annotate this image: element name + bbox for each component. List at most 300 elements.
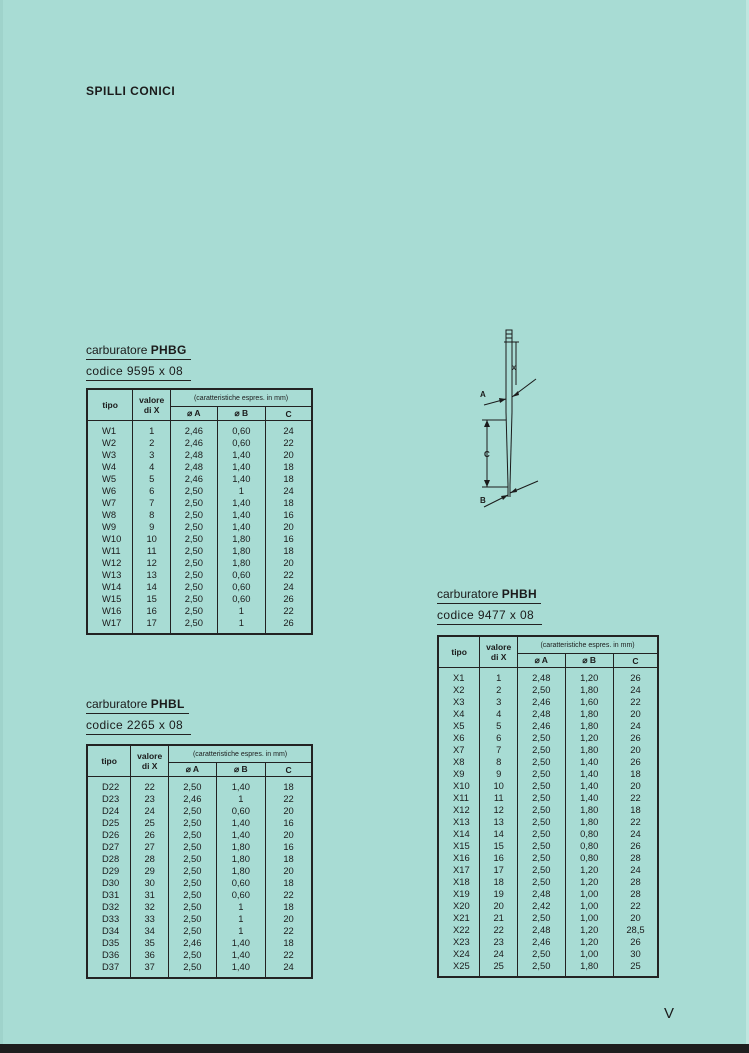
cell-c: 18	[266, 877, 312, 889]
table-row	[87, 569, 312, 581]
cell-valore: 25	[480, 960, 518, 977]
cell-tipo: X15	[438, 840, 480, 852]
cell-b: 1	[216, 793, 265, 805]
cell-tipo: D32	[87, 901, 131, 913]
cell-a: 2,50	[171, 533, 218, 545]
cell-a: 2,46	[518, 696, 565, 708]
col-a: ⌀ A	[518, 654, 565, 668]
cell-b: 0,80	[565, 852, 613, 864]
cell-tipo: W1	[87, 421, 133, 438]
table-row	[87, 437, 312, 449]
cell-c: 18	[613, 804, 658, 816]
cell-tipo: D30	[87, 877, 131, 889]
cell-valore: 1	[133, 421, 171, 438]
cell-tipo: D33	[87, 913, 131, 925]
page-edge-bottom	[0, 1044, 749, 1053]
cell-valore: 20	[480, 900, 518, 912]
cell-tipo: D24	[87, 805, 131, 817]
cell-c: 26	[266, 593, 312, 605]
cell-a: 2,48	[518, 924, 565, 936]
cell-tipo: X23	[438, 936, 480, 948]
table-row	[438, 744, 658, 756]
cell-c: 26	[613, 756, 658, 768]
col-valore-line1: valore	[486, 642, 512, 652]
cell-valore: 6	[133, 485, 171, 497]
cell-valore: 5	[480, 720, 518, 732]
cell-tipo: X25	[438, 960, 480, 977]
cell-valore: 33	[131, 913, 169, 925]
table-row	[87, 617, 312, 634]
cell-valore: 8	[133, 509, 171, 521]
cell-b: 1,80	[216, 853, 265, 865]
cell-a: 2,50	[518, 792, 565, 804]
phbg-heading	[86, 343, 191, 381]
cell-a: 2,50	[518, 876, 565, 888]
cell-c: 26	[613, 840, 658, 852]
col-b: ⌀ B	[216, 763, 265, 777]
cell-b: 1,40	[217, 497, 265, 509]
cell-tipo: X2	[438, 684, 480, 696]
table-row	[438, 840, 658, 852]
cell-tipo: X16	[438, 852, 480, 864]
cell-c: 16	[266, 533, 312, 545]
phbl-heading	[86, 697, 191, 735]
table-row	[87, 497, 312, 509]
cell-b: 0,60	[217, 421, 265, 438]
table-row	[87, 853, 312, 865]
cell-b: 1,80	[565, 720, 613, 732]
cell-tipo: X12	[438, 804, 480, 816]
cell-a: 2,50	[171, 557, 218, 569]
cell-tipo: X7	[438, 744, 480, 756]
table-row	[87, 829, 312, 841]
cell-tipo: W10	[87, 533, 133, 545]
cell-valore: 9	[133, 521, 171, 533]
col-c: C	[266, 763, 312, 777]
cell-c: 18	[266, 473, 312, 485]
cell-tipo: W5	[87, 473, 133, 485]
cell-c: 24	[266, 485, 312, 497]
phbg-label-line	[86, 343, 191, 360]
cell-tipo: W14	[87, 581, 133, 593]
table-row	[438, 732, 658, 744]
cell-valore: 16	[480, 852, 518, 864]
cell-valore: 3	[133, 449, 171, 461]
col-valore-line2: di X	[490, 652, 507, 662]
cell-tipo: W17	[87, 617, 133, 634]
cell-a: 2,50	[518, 684, 565, 696]
cell-b: 1,80	[216, 841, 265, 853]
table-row	[438, 852, 658, 864]
cell-c: 24	[266, 421, 312, 438]
cell-a: 2,46	[518, 720, 565, 732]
cell-valore: 15	[480, 840, 518, 852]
cell-tipo: D34	[87, 925, 131, 937]
table-row	[438, 720, 658, 732]
cell-b: 1	[217, 485, 265, 497]
page-number: V	[664, 1005, 675, 1022]
cell-valore: 12	[133, 557, 171, 569]
table-row	[438, 864, 658, 876]
cell-tipo: X17	[438, 864, 480, 876]
cell-tipo: X5	[438, 720, 480, 732]
cell-c: 20	[266, 829, 312, 841]
cell-c: 18	[266, 937, 312, 949]
cell-tipo: X22	[438, 924, 480, 936]
cell-c: 22	[613, 900, 658, 912]
cell-c: 20	[266, 805, 312, 817]
table-row	[87, 841, 312, 853]
cell-b: 0,60	[217, 437, 265, 449]
table-row	[87, 817, 312, 829]
page-edge-left	[0, 0, 3, 1053]
cell-a: 2,50	[171, 485, 218, 497]
cell-valore: 35	[131, 937, 169, 949]
cell-a: 2,50	[518, 960, 565, 977]
cell-tipo: X19	[438, 888, 480, 900]
cell-c: 28,5	[613, 924, 658, 936]
cell-c: 24	[613, 864, 658, 876]
cell-tipo: W15	[87, 593, 133, 605]
cell-tipo: X24	[438, 948, 480, 960]
table-row	[438, 756, 658, 768]
cell-valore: 24	[480, 948, 518, 960]
cell-valore: 1	[480, 668, 518, 685]
cell-c: 22	[266, 793, 312, 805]
table-row	[87, 805, 312, 817]
table-row	[438, 668, 658, 685]
cell-b: 1	[216, 925, 265, 937]
cell-valore: 15	[133, 593, 171, 605]
cell-c: 20	[266, 521, 312, 533]
cell-b: 1,80	[565, 816, 613, 828]
cell-tipo: X20	[438, 900, 480, 912]
cell-a: 2,50	[518, 828, 565, 840]
cell-b: 1,80	[217, 557, 265, 569]
cell-c: 26	[613, 936, 658, 948]
cell-c: 24	[613, 684, 658, 696]
table-row	[438, 876, 658, 888]
col-note: (caratteristiche espres. in mm)	[169, 745, 312, 763]
cell-valore: 17	[133, 617, 171, 634]
cell-valore: 13	[133, 569, 171, 581]
cell-b: 1,80	[565, 744, 613, 756]
cell-b: 1,40	[565, 792, 613, 804]
cell-b: 1,00	[565, 948, 613, 960]
cell-c: 24	[613, 828, 658, 840]
col-valore-line2: di X	[141, 761, 158, 771]
cell-c: 20	[266, 557, 312, 569]
cell-valore: 23	[131, 793, 169, 805]
cell-tipo: X6	[438, 732, 480, 744]
cell-a: 2,50	[169, 865, 217, 877]
table-row	[87, 913, 312, 925]
label-a: A	[480, 390, 486, 399]
cell-valore: 10	[133, 533, 171, 545]
cell-c: 28	[613, 888, 658, 900]
cell-b: 1,20	[565, 876, 613, 888]
cell-c: 16	[266, 817, 312, 829]
cell-c: 22	[613, 696, 658, 708]
cell-a: 2,48	[171, 461, 218, 473]
cell-a: 2,46	[171, 437, 218, 449]
cell-tipo: X13	[438, 816, 480, 828]
table-row	[87, 889, 312, 901]
cell-tipo: W6	[87, 485, 133, 497]
cell-valore: 23	[480, 936, 518, 948]
cell-c: 20	[266, 449, 312, 461]
cell-tipo: X8	[438, 756, 480, 768]
cell-a: 2,50	[171, 521, 218, 533]
label-x: X	[512, 366, 517, 372]
table-row	[438, 924, 658, 936]
cell-b: 1,00	[565, 888, 613, 900]
cell-c: 26	[613, 732, 658, 744]
cell-a: 2,50	[171, 545, 218, 557]
cell-b: 1,80	[565, 960, 613, 977]
page-title: SPILLI CONICI	[86, 84, 176, 98]
cell-tipo: W12	[87, 557, 133, 569]
cell-a: 2,50	[171, 569, 218, 581]
col-c: C	[613, 654, 658, 668]
cell-valore: 4	[133, 461, 171, 473]
cell-b: 1,40	[217, 521, 265, 533]
cell-valore: 29	[131, 865, 169, 877]
cell-a: 2,50	[169, 913, 217, 925]
phbl-table	[86, 744, 313, 979]
cell-b: 0,60	[216, 805, 265, 817]
cell-b: 1,40	[217, 449, 265, 461]
phbg-code: codice 9595 x 08	[86, 364, 191, 381]
cell-a: 2,50	[518, 816, 565, 828]
cell-a: 2,50	[518, 852, 565, 864]
cell-a: 2,50	[518, 756, 565, 768]
cell-tipo: X1	[438, 668, 480, 685]
phbg-model: PHBG	[150, 343, 187, 357]
cell-valore: 2	[480, 684, 518, 696]
cell-b: 1,00	[565, 900, 613, 912]
table-row	[87, 557, 312, 569]
cell-b: 1,40	[217, 461, 265, 473]
cell-valore: 7	[133, 497, 171, 509]
cell-b: 0,80	[565, 840, 613, 852]
cell-valore: 22	[480, 924, 518, 936]
cell-a: 2,50	[169, 877, 217, 889]
cell-c: 22	[613, 816, 658, 828]
cell-valore: 2	[133, 437, 171, 449]
col-valore-line1: valore	[137, 751, 163, 761]
cell-a: 2,48	[518, 888, 565, 900]
col-a: ⌀ A	[169, 763, 217, 777]
cell-c: 22	[266, 569, 312, 581]
cell-b: 1,20	[565, 668, 613, 685]
cell-valore: 10	[480, 780, 518, 792]
cell-b: 1,80	[565, 684, 613, 696]
cell-b: 1,20	[565, 864, 613, 876]
cell-valore: 14	[480, 828, 518, 840]
cell-a: 2,42	[518, 900, 565, 912]
cell-b: 1,40	[216, 817, 265, 829]
table-row	[87, 421, 312, 438]
cell-a: 2,50	[169, 829, 217, 841]
col-valore	[131, 745, 169, 777]
cell-tipo: D25	[87, 817, 131, 829]
cell-a: 2,50	[518, 840, 565, 852]
cell-c: 22	[613, 792, 658, 804]
cell-b: 0,60	[217, 581, 265, 593]
cell-a: 2,50	[169, 949, 217, 961]
col-valore	[480, 636, 518, 668]
table-row	[438, 792, 658, 804]
cell-valore: 4	[480, 708, 518, 720]
cell-valore: 8	[480, 756, 518, 768]
cell-tipo: D29	[87, 865, 131, 877]
cell-c: 25	[613, 960, 658, 977]
table-row	[438, 696, 658, 708]
cell-a: 2,50	[169, 889, 217, 901]
table-row	[438, 912, 658, 924]
col-c: C	[266, 407, 312, 421]
table-row	[87, 961, 312, 978]
phbh-label-line	[437, 587, 541, 604]
cell-valore: 9	[480, 768, 518, 780]
cell-valore: 32	[131, 901, 169, 913]
cell-c: 16	[266, 509, 312, 521]
table-row	[87, 509, 312, 521]
cell-c: 20	[613, 912, 658, 924]
phbh-heading	[437, 587, 542, 625]
cell-c: 22	[266, 889, 312, 901]
cell-a: 2,50	[171, 497, 218, 509]
cell-c: 18	[266, 777, 312, 794]
cell-a: 2,50	[518, 864, 565, 876]
cell-b: 1,40	[216, 961, 265, 978]
cell-tipo: D26	[87, 829, 131, 841]
cell-tipo: W7	[87, 497, 133, 509]
cell-valore: 26	[131, 829, 169, 841]
cell-tipo: X9	[438, 768, 480, 780]
cell-a: 2,46	[171, 421, 218, 438]
cell-b: 1,60	[565, 696, 613, 708]
col-tipo: tipo	[87, 389, 133, 421]
cell-c: 18	[266, 853, 312, 865]
cell-tipo: W2	[87, 437, 133, 449]
phbh-table	[437, 635, 659, 978]
cell-b: 1,20	[565, 936, 613, 948]
table-row	[438, 900, 658, 912]
phbl-label: carburatore	[86, 697, 148, 711]
cell-c: 30	[613, 948, 658, 960]
cell-c: 24	[613, 720, 658, 732]
table-row	[87, 949, 312, 961]
table-row	[438, 684, 658, 696]
cell-a: 2,50	[169, 805, 217, 817]
cell-c: 18	[266, 545, 312, 557]
cell-a: 2,50	[169, 817, 217, 829]
cell-tipo: D31	[87, 889, 131, 901]
table-row	[87, 545, 312, 557]
cell-c: 24	[266, 581, 312, 593]
table-row	[438, 780, 658, 792]
cell-b: 0,60	[217, 569, 265, 581]
table-row	[438, 816, 658, 828]
cell-a: 2,50	[518, 732, 565, 744]
phbh-code: codice 9477 x 08	[437, 608, 542, 625]
cell-b: 0,80	[565, 828, 613, 840]
cell-b: 1,40	[565, 768, 613, 780]
cell-valore: 27	[131, 841, 169, 853]
phbl-code: codice 2265 x 08	[86, 718, 191, 735]
cell-tipo: X14	[438, 828, 480, 840]
cell-tipo: X11	[438, 792, 480, 804]
cell-c: 20	[613, 744, 658, 756]
cell-a: 2,50	[169, 853, 217, 865]
needle-taper-right	[510, 412, 512, 485]
col-tipo: tipo	[438, 636, 480, 668]
phbh-label: carburatore	[437, 587, 499, 601]
col-b: ⌀ B	[217, 407, 265, 421]
cell-valore: 16	[133, 605, 171, 617]
cell-b: 1,20	[565, 732, 613, 744]
cell-valore: 11	[133, 545, 171, 557]
cell-c: 18	[266, 497, 312, 509]
cell-c: 28	[613, 852, 658, 864]
needle-taper-left	[506, 412, 508, 485]
table-row	[87, 793, 312, 805]
table-row	[438, 948, 658, 960]
table-row	[87, 605, 312, 617]
col-valore-line2: di X	[143, 405, 160, 415]
cell-c: 16	[266, 841, 312, 853]
table-row	[87, 533, 312, 545]
cell-tipo: W9	[87, 521, 133, 533]
cell-b: 1,20	[565, 924, 613, 936]
cell-a: 2,50	[518, 948, 565, 960]
cell-a: 2,48	[518, 668, 565, 685]
cell-tipo: D28	[87, 853, 131, 865]
cell-b: 1,40	[565, 780, 613, 792]
cell-b: 0,60	[216, 889, 265, 901]
cell-valore: 12	[480, 804, 518, 816]
cell-a: 2,46	[169, 937, 217, 949]
table-row	[438, 804, 658, 816]
table-row	[87, 593, 312, 605]
cell-a: 2,50	[169, 777, 217, 794]
cell-c: 20	[266, 865, 312, 877]
cell-valore: 3	[480, 696, 518, 708]
cell-valore: 30	[131, 877, 169, 889]
cell-tipo: W11	[87, 545, 133, 557]
cell-b: 1,40	[216, 829, 265, 841]
phbl-model: PHBL	[150, 697, 185, 711]
cell-valore: 21	[480, 912, 518, 924]
table-row	[438, 828, 658, 840]
table-row	[438, 888, 658, 900]
cell-a: 2,50	[518, 912, 565, 924]
cell-b: 1,40	[217, 509, 265, 521]
cell-b: 1,80	[565, 804, 613, 816]
cell-tipo: D35	[87, 937, 131, 949]
cell-c: 26	[613, 668, 658, 685]
cell-b: 1,00	[565, 912, 613, 924]
cell-b: 1	[217, 617, 265, 634]
cell-tipo: X3	[438, 696, 480, 708]
cell-c: 22	[266, 605, 312, 617]
cell-b: 1,40	[216, 777, 265, 794]
cell-b: 1,40	[217, 473, 265, 485]
cell-tipo: D23	[87, 793, 131, 805]
table-row	[87, 925, 312, 937]
